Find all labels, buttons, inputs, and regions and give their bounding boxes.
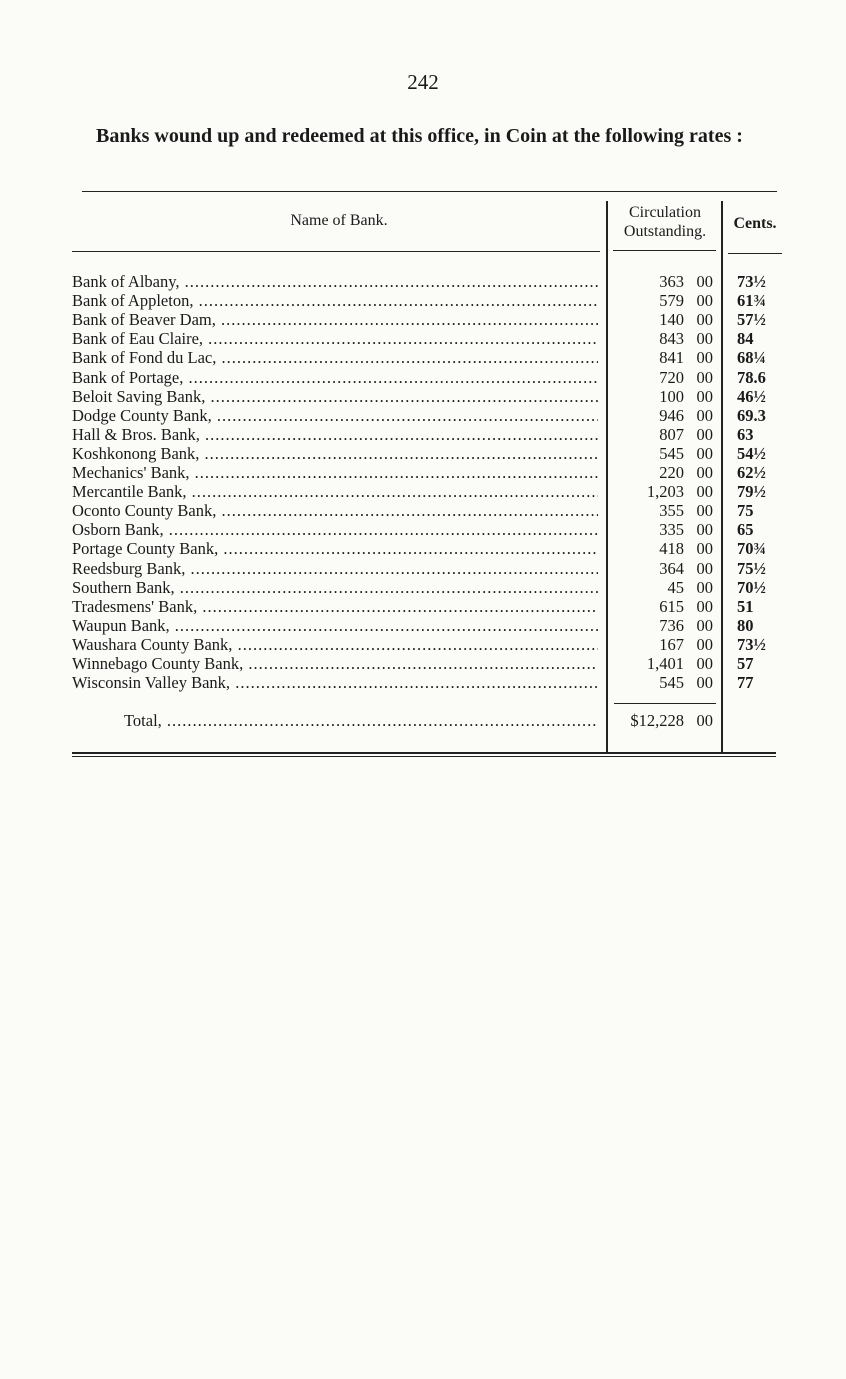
table-row <box>0 310 846 329</box>
circulation-cents: 00 <box>696 405 713 425</box>
circulation-cents: 00 <box>696 482 713 502</box>
header-rule-cents <box>728 253 782 254</box>
circulation-dollars: 946 <box>659 405 684 425</box>
circulation-cents: 00 <box>696 577 713 597</box>
table-row <box>0 348 846 367</box>
table-row <box>0 406 846 425</box>
table-row <box>0 654 846 673</box>
redemption-rate: 57½ <box>737 310 766 330</box>
circulation-dollars: 355 <box>659 501 684 521</box>
circulation-dollars: 579 <box>659 291 684 311</box>
bank-name: Winnebago County Bank, ..... <box>72 654 598 673</box>
circulation-dollars: 140 <box>659 310 684 330</box>
bank-name: Mercantile Bank, ..... <box>72 482 598 501</box>
circulation-dollars: 720 <box>659 367 684 387</box>
redemption-rate: 73½ <box>737 634 766 654</box>
table-row <box>0 272 846 291</box>
page-number: 242 <box>407 70 439 94</box>
circulation-dollars: 843 <box>659 329 684 349</box>
circulation-cents: 00 <box>696 272 713 291</box>
redemption-rate: 79½ <box>737 482 766 502</box>
redemption-rate: 70¾ <box>737 539 766 559</box>
circulation-cents: 00 <box>696 558 713 578</box>
bank-name: Beloit Saving Bank, ..... <box>72 387 598 406</box>
table-row <box>0 501 846 520</box>
redemption-rate: 78.6 <box>737 367 766 387</box>
page-heading: Banks wound up and redeemed at this office, in Coin at the following rates : <box>96 125 743 147</box>
circulation-cents: 00 <box>696 443 713 463</box>
circulation-dollars: 807 <box>659 424 684 444</box>
circulation-dollars: 363 <box>659 272 684 291</box>
table-row <box>0 463 846 482</box>
circulation-dollars: 45 <box>667 577 684 597</box>
redemption-rate: 80 <box>737 615 754 635</box>
header-circulation-line2: Outstanding. <box>623 223 707 240</box>
circulation-dollars: 736 <box>659 615 684 635</box>
table-top-rule <box>82 191 777 192</box>
circulation-cents: 00 <box>696 596 713 616</box>
table-row <box>0 329 846 348</box>
bank-name: Southern Bank, ..... <box>72 578 598 597</box>
circulation-cents: 00 <box>696 615 713 635</box>
bank-name: Bank of Eau Claire, ..... <box>72 329 598 348</box>
table-row <box>0 578 846 597</box>
header-circulation-line1: Circulation <box>629 204 701 221</box>
redemption-rate: 65 <box>737 520 754 540</box>
redemption-rate: 62½ <box>737 463 766 482</box>
bank-name: Bank of Beaver Dam, ..... <box>72 310 598 329</box>
header-rule-name <box>72 251 600 252</box>
bank-name: Hall & Bros. Bank, ..... <box>72 425 598 444</box>
table-row <box>0 597 846 616</box>
bank-name: Osborn Bank, ..... <box>72 520 598 539</box>
table-row <box>0 539 846 558</box>
table-bottom-rule-1 <box>72 752 776 754</box>
total-label: Total, ..... <box>124 711 598 730</box>
redemption-rate: 57 <box>737 654 754 673</box>
redemption-rate: 75½ <box>737 558 766 578</box>
circulation-cents: 00 <box>696 424 713 444</box>
table-row <box>0 559 846 578</box>
circulation-cents: 00 <box>696 634 713 654</box>
bank-name: Bank of Albany, ..... <box>72 272 598 291</box>
redemption-rate: 77 <box>737 673 754 693</box>
circulation-cents: 00 <box>696 348 713 368</box>
redemption-rate: 68¼ <box>737 348 766 368</box>
circulation-dollars: 335 <box>659 520 684 540</box>
circulation-dollars: 545 <box>659 443 684 463</box>
circulation-cents: 00 <box>696 654 713 673</box>
circulation-dollars: 545 <box>659 673 684 693</box>
bank-name: Oconto County Bank, ..... <box>72 501 598 520</box>
circulation-cents: 00 <box>696 310 713 330</box>
circulation-cents: 00 <box>696 501 713 521</box>
table-row <box>0 368 846 387</box>
total-row <box>0 711 846 730</box>
bank-name: Bank of Fond du Lac, ..... <box>72 348 598 367</box>
redemption-rate: 73½ <box>737 272 766 291</box>
total-rule-circulation <box>614 703 716 704</box>
circulation-dollars: 418 <box>659 539 684 559</box>
circulation-cents: 00 <box>696 673 713 693</box>
circulation-cents: 00 <box>696 329 713 349</box>
table-row <box>0 444 846 463</box>
bank-name: Tradesmens' Bank, ..... <box>72 597 598 616</box>
header-circulation <box>608 203 722 241</box>
table-row <box>0 425 846 444</box>
header-cents: Cents. <box>733 215 777 232</box>
redemption-rate: 84 <box>737 329 754 349</box>
bank-name: Bank of Portage, ..... <box>72 368 598 387</box>
table-row <box>0 673 846 692</box>
circulation-dollars: 1,401 <box>646 654 684 673</box>
circulation-dollars: 1,203 <box>646 482 684 502</box>
redemption-rate: 69.3 <box>737 405 766 425</box>
total-dollars: $12,228 <box>630 711 684 730</box>
bank-name: Waushara County Bank, ..... <box>72 635 598 654</box>
circulation-cents: 00 <box>696 367 713 387</box>
circulation-cents: 00 <box>696 520 713 540</box>
circulation-dollars: 220 <box>659 463 684 482</box>
total-cents: 00 <box>696 711 713 730</box>
redemption-rate: 61¾ <box>737 291 766 311</box>
table-row <box>0 635 846 654</box>
header-rule-circulation <box>613 250 716 251</box>
bank-name: Koshkonong Bank, ..... <box>72 444 598 463</box>
redemption-rate: 75 <box>737 501 754 521</box>
table-row <box>0 616 846 635</box>
header-bank-name: Name of Bank. <box>290 212 388 229</box>
redemption-rate: 70½ <box>737 577 766 597</box>
circulation-cents: 00 <box>696 386 713 406</box>
circulation-dollars: 615 <box>659 596 684 616</box>
circulation-dollars: 167 <box>659 634 684 654</box>
table-row <box>0 291 846 310</box>
circulation-dollars: 100 <box>659 386 684 406</box>
bank-name: Dodge County Bank, ..... <box>72 406 598 425</box>
circulation-cents: 00 <box>696 291 713 311</box>
bank-name: Bank of Appleton, ..... <box>72 291 598 310</box>
table-bottom-rule-2 <box>72 756 776 757</box>
redemption-rate: 46½ <box>737 386 766 406</box>
bank-name: Portage County Bank, ..... <box>72 539 598 558</box>
circulation-dollars: 364 <box>659 558 684 578</box>
redemption-rate: 51 <box>737 596 754 616</box>
redemption-rate: 63 <box>737 424 754 444</box>
table-row <box>0 387 846 406</box>
bank-name: Waupun Bank, ..... <box>72 616 598 635</box>
circulation-cents: 00 <box>696 539 713 559</box>
circulation-cents: 00 <box>696 463 713 482</box>
bank-name: Mechanics' Bank, ..... <box>72 463 598 482</box>
bank-name: Wisconsin Valley Bank, ..... <box>72 673 598 692</box>
bank-name: Reedsburg Bank, ..... <box>72 559 598 578</box>
circulation-dollars: 841 <box>659 348 684 368</box>
table-row <box>0 482 846 501</box>
redemption-rate: 54½ <box>737 443 766 463</box>
table-row <box>0 520 846 539</box>
